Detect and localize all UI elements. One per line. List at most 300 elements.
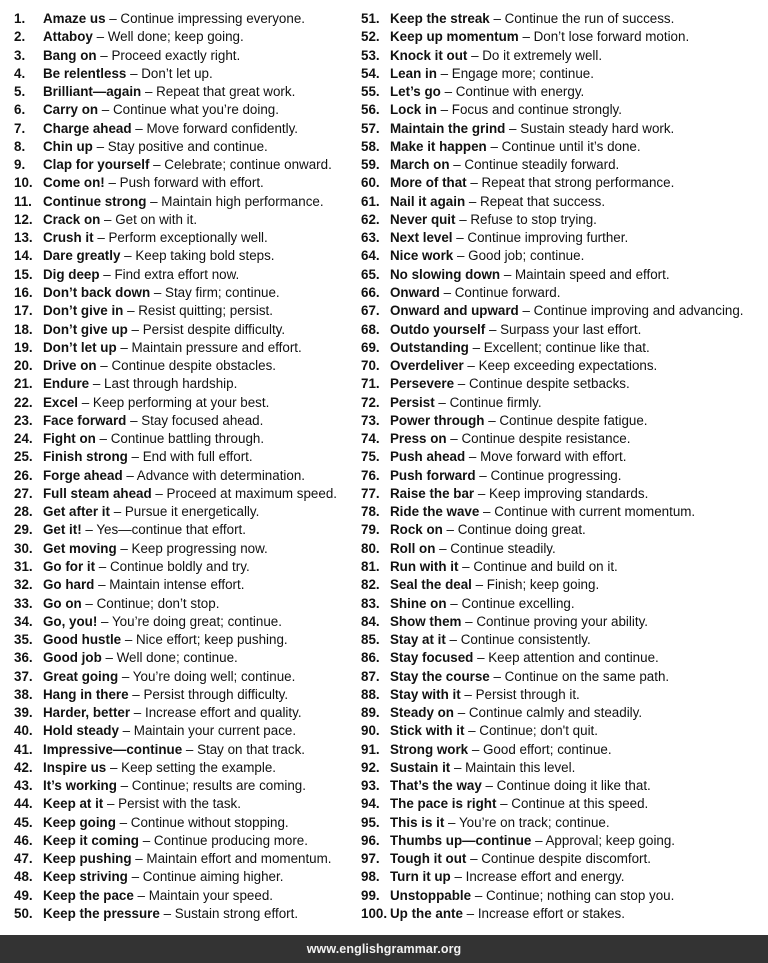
item-term: Charge ahead	[43, 120, 132, 136]
item-number: 46.	[14, 832, 33, 848]
item-term: Stick with it	[390, 723, 465, 739]
item-term: Finish strong	[43, 449, 128, 465]
item-separator: –	[484, 412, 500, 428]
item-body	[43, 576, 244, 594]
item-separator: –	[463, 358, 479, 374]
item-number: 92.	[361, 759, 380, 775]
item-separator: –	[481, 778, 497, 794]
item-body	[390, 394, 542, 412]
item-body	[390, 284, 560, 302]
item-separator: –	[462, 906, 478, 922]
item-body	[43, 704, 302, 722]
item-term: Stay with it	[390, 686, 461, 702]
item-term: Go for it	[43, 558, 96, 574]
item-term: Onward	[390, 284, 440, 300]
item-meaning: Continue forward.	[454, 284, 561, 300]
item-separator: –	[146, 193, 162, 209]
item-body	[390, 65, 594, 83]
item-number: 78.	[361, 504, 380, 520]
item-term: Outstanding	[390, 339, 469, 355]
item-body	[43, 28, 244, 46]
item-term: Keep pushing	[43, 851, 132, 867]
item-body	[390, 266, 670, 284]
item-meaning: Continue proving your ability.	[476, 613, 649, 629]
item-body	[43, 430, 264, 448]
item-body	[390, 339, 650, 357]
item-number: 34.	[14, 613, 33, 629]
item-body	[390, 375, 630, 393]
item-separator: –	[94, 577, 110, 593]
item-meaning: Continue impressing everyone.	[120, 11, 305, 26]
item-number: 26.	[14, 467, 33, 483]
item-meaning: Keep attention and continue.	[488, 650, 659, 666]
item-separator: –	[116, 339, 132, 355]
item-term: Make it happen	[390, 138, 487, 154]
item-meaning: Continue consistently.	[460, 632, 591, 648]
item-meaning: Continue despite setbacks.	[468, 376, 630, 392]
item-number: 48.	[14, 869, 33, 885]
item-term: Bang on	[43, 47, 97, 63]
item-number: 41.	[14, 741, 33, 757]
item-body	[390, 430, 630, 448]
item-number: 36.	[14, 650, 33, 666]
item-number: 57.	[361, 120, 380, 136]
item-body	[43, 777, 306, 795]
item-number: 29.	[14, 522, 33, 538]
item-meaning: Pursue it energetically.	[124, 504, 260, 520]
item-body	[390, 613, 648, 631]
item-body	[43, 905, 298, 923]
item-number: 99.	[361, 887, 380, 903]
item-term: Get moving	[43, 540, 117, 556]
item-meaning: Good effort; continue.	[483, 741, 612, 757]
item-term: Impressive—continue	[43, 741, 183, 757]
item-term: Up the ante	[390, 906, 463, 922]
item-number: 3.	[14, 47, 26, 63]
item-number: 19.	[14, 339, 33, 355]
item-term: Be relentless	[43, 65, 127, 81]
item-separator: –	[518, 303, 534, 319]
item-meaning: Continue despite obstacles.	[111, 358, 276, 374]
item-number: 32.	[14, 577, 33, 593]
item-number: 15.	[14, 266, 33, 282]
item-body	[43, 120, 298, 138]
item-separator: –	[455, 211, 471, 227]
item-body	[43, 357, 276, 375]
item-meaning: Maintain high performance.	[161, 193, 324, 209]
item-term: Push forward	[390, 467, 476, 483]
item-meaning: Advance with determination.	[136, 467, 306, 483]
item-term: More of that	[390, 175, 467, 191]
item-number: 42.	[14, 759, 33, 775]
item-term: Stay focused	[390, 650, 474, 666]
item-term: Drive on	[43, 358, 97, 374]
item-number: 77.	[361, 485, 380, 501]
item-separator: –	[118, 723, 134, 739]
item-separator: –	[500, 266, 515, 282]
item-separator: –	[473, 650, 489, 666]
item-term: Crack on	[43, 211, 101, 227]
item-term: Tough it out	[390, 851, 467, 867]
item-separator: –	[138, 832, 154, 848]
item-separator: –	[98, 102, 113, 118]
item-meaning: Persist through difficulty.	[143, 686, 289, 702]
item-separator: –	[115, 814, 131, 830]
item-body	[43, 47, 240, 65]
item-separator: –	[127, 449, 143, 465]
item-term: Good job	[43, 650, 102, 666]
item-body	[43, 375, 237, 393]
item-meaning: Perform exceptionally well.	[108, 230, 268, 246]
item-term: Outdo yourself	[390, 321, 486, 337]
item-meaning: Approval; keep going.	[545, 832, 676, 848]
item-meaning: Continue despite fatigue.	[499, 412, 648, 428]
item-meaning: Maintain intense effort.	[109, 577, 245, 593]
item-meaning: Increase effort and quality.	[144, 705, 302, 721]
item-number: 7.	[14, 120, 26, 136]
item-body	[43, 686, 288, 704]
item-meaning: Persist with the task.	[118, 796, 241, 812]
item-body	[390, 595, 575, 613]
item-body	[390, 795, 648, 813]
item-body	[390, 302, 744, 320]
item-meaning: Surpass your last effort.	[500, 321, 642, 337]
item-body	[390, 832, 675, 850]
item-meaning: Keep improving standards.	[489, 485, 649, 501]
item-meaning: Move forward with effort.	[480, 449, 627, 465]
item-meaning: Maintain speed and effort.	[514, 266, 670, 282]
item-meaning: Stay focused ahead.	[141, 412, 264, 428]
item-number: 100.	[361, 906, 388, 922]
item-body	[390, 193, 605, 211]
item-separator: –	[141, 84, 157, 100]
item-number: 75.	[361, 449, 380, 465]
item-term: Keep going	[43, 814, 116, 830]
item-number: 47.	[14, 851, 33, 867]
item-number: 23.	[14, 412, 33, 428]
item-separator: –	[95, 431, 111, 447]
item-number: 24.	[14, 431, 33, 447]
item-number: 6.	[14, 102, 26, 118]
item-number: 84.	[361, 613, 380, 629]
item-separator: –	[100, 211, 116, 227]
item-term: Inspire us	[43, 759, 107, 775]
item-term: Get after it	[43, 504, 110, 520]
item-number: 82.	[361, 577, 380, 593]
item-body	[390, 649, 659, 667]
item-number: 91.	[361, 741, 380, 757]
item-meaning: Persist despite difficulty.	[142, 321, 286, 337]
item-term: Dare greatly	[43, 248, 121, 264]
item-separator: –	[118, 668, 133, 684]
item-number: 59.	[361, 157, 380, 173]
item-number: 4.	[14, 65, 26, 81]
item-term: Excel	[43, 394, 78, 410]
item-number: 50.	[14, 906, 33, 922]
item-term: Endure	[43, 376, 90, 392]
item-number: 80.	[361, 540, 380, 556]
item-number: 89.	[361, 705, 380, 721]
item-body	[43, 795, 241, 813]
item-number: 63.	[361, 230, 380, 246]
item-body	[390, 485, 648, 503]
item-separator: –	[454, 705, 469, 721]
item-separator: –	[131, 851, 147, 867]
item-term: Seal the deal	[390, 577, 472, 593]
item-separator: –	[434, 394, 450, 410]
item-body	[390, 887, 674, 905]
item-body	[43, 613, 282, 631]
item-separator: –	[121, 632, 136, 648]
item-separator: –	[465, 193, 481, 209]
item-meaning: Continue producing more.	[153, 832, 308, 848]
item-meaning: Well done; continue.	[116, 650, 238, 666]
item-body	[43, 211, 197, 229]
item-meaning: Continue; nothing can stop you.	[485, 887, 675, 903]
item-body	[43, 10, 305, 28]
item-number: 85.	[361, 632, 380, 648]
item-separator: –	[465, 449, 481, 465]
item-number: 79.	[361, 522, 380, 538]
item-number: 61.	[361, 193, 380, 209]
item-term: Good hustle	[43, 632, 122, 648]
item-term: That’s the way	[390, 778, 482, 794]
item-term: It’s working	[43, 778, 117, 794]
item-term: Don’t let up	[43, 339, 117, 355]
item-number: 31.	[14, 558, 33, 574]
item-meaning: Proceed exactly right.	[111, 47, 241, 63]
item-body	[390, 631, 591, 649]
item-term: No slowing down	[390, 266, 501, 282]
item-meaning: Continue doing great.	[457, 522, 586, 538]
item-body	[43, 229, 268, 247]
item-body	[43, 193, 324, 211]
item-number: 12.	[14, 211, 33, 227]
item-body	[390, 156, 619, 174]
item-meaning: Resist quitting; persist.	[138, 303, 273, 319]
item-number: 54.	[361, 65, 380, 81]
item-term: Attaboy	[43, 29, 93, 45]
item-number: 62.	[361, 211, 380, 227]
item-meaning: Continue what you’re doing.	[112, 102, 279, 118]
item-separator: –	[78, 394, 93, 410]
item-number: 17.	[14, 303, 33, 319]
item-body	[390, 741, 612, 759]
item-separator: –	[81, 522, 97, 538]
item-separator: –	[479, 504, 495, 520]
item-term: Run with it	[390, 558, 459, 574]
item-separator: –	[93, 230, 109, 246]
item-body	[43, 759, 276, 777]
item-term: Come on!	[43, 175, 105, 191]
item-term: Push ahead	[390, 449, 466, 465]
item-body	[43, 412, 263, 430]
item-term: Great going	[43, 668, 119, 684]
item-number: 35.	[14, 632, 33, 648]
item-body	[390, 668, 669, 686]
item-term: Don’t give up	[43, 321, 128, 337]
item-meaning: Don’t let up.	[141, 65, 213, 81]
item-body	[390, 722, 598, 740]
item-separator: –	[150, 284, 166, 300]
item-number: 40.	[14, 723, 33, 739]
item-meaning: Keep setting the example.	[121, 759, 276, 775]
item-separator: –	[452, 230, 468, 246]
item-meaning: Increase effort and energy.	[465, 869, 625, 885]
item-term: Lock in	[390, 102, 437, 118]
item-separator: –	[468, 339, 484, 355]
item-term: Let’s go	[390, 84, 441, 100]
item-separator: –	[436, 102, 452, 118]
item-body	[43, 321, 285, 339]
item-number: 52.	[361, 29, 380, 45]
item-meaning: Celebrate; continue onward.	[164, 157, 332, 173]
item-term: Rock on	[390, 522, 443, 538]
item-body	[43, 138, 268, 156]
item-number: 71.	[361, 376, 380, 392]
item-meaning: Continue progressing.	[490, 467, 622, 483]
item-meaning: Keep taking bold steps.	[135, 248, 275, 264]
item-term: Go on	[43, 595, 82, 611]
item-number: 55.	[361, 84, 380, 100]
item-separator: –	[96, 358, 112, 374]
item-body	[43, 668, 295, 686]
item-number: 11.	[14, 193, 32, 209]
item-meaning: Yes—continue that effort.	[96, 522, 246, 538]
item-number: 39.	[14, 705, 33, 721]
item-meaning: Keep progressing now.	[131, 540, 268, 556]
item-term: Next level	[390, 230, 453, 246]
item-meaning: Continue at this speed.	[511, 796, 649, 812]
item-number: 64.	[361, 248, 380, 264]
item-term: Full steam ahead	[43, 485, 152, 501]
item-number: 74.	[361, 431, 380, 447]
item-term: Sustain it	[390, 759, 451, 775]
item-separator: –	[116, 540, 132, 556]
item-separator: –	[444, 814, 459, 830]
item-meaning: Continue steadily.	[450, 540, 556, 556]
item-meaning: Maintain this level.	[465, 759, 576, 775]
item-meaning: Don’t lose forward motion.	[533, 29, 690, 45]
item-term: Stay at it	[390, 632, 446, 648]
item-body	[43, 284, 280, 302]
item-term: Face forward	[43, 412, 127, 428]
item-term: Keep at it	[43, 796, 104, 812]
item-separator: –	[440, 84, 456, 100]
item-separator: –	[101, 650, 117, 666]
item-term: Keep striving	[43, 869, 128, 885]
item-separator: –	[99, 266, 115, 282]
item-term: Hang in there	[43, 686, 129, 702]
item-separator: –	[467, 47, 483, 63]
item-number: 68.	[361, 321, 380, 337]
item-meaning: Continue battling through.	[110, 431, 265, 447]
item-number: 49.	[14, 887, 33, 903]
item-separator: –	[531, 832, 546, 848]
item-body	[390, 321, 641, 339]
item-body	[390, 448, 626, 466]
item-meaning: Sustain strong effort.	[174, 906, 299, 922]
item-number: 13.	[14, 230, 33, 246]
item-number: 65.	[361, 266, 380, 282]
item-meaning: Continue firmly.	[449, 394, 542, 410]
item-term: Nice work	[390, 248, 454, 264]
item-body	[43, 868, 283, 886]
item-body	[390, 558, 618, 576]
item-number: 30.	[14, 540, 33, 556]
item-meaning: Continue doing it like that.	[496, 778, 651, 794]
item-separator: –	[96, 47, 112, 63]
item-separator: –	[103, 796, 119, 812]
item-body	[390, 686, 580, 704]
item-number: 25.	[14, 449, 33, 465]
item-meaning: Good job; continue.	[468, 248, 585, 264]
item-body	[390, 101, 622, 119]
item-separator: –	[496, 796, 512, 812]
item-separator: –	[464, 723, 480, 739]
item-number: 96.	[361, 832, 380, 848]
item-number: 73.	[361, 412, 380, 428]
item-term: Nail it again	[390, 193, 466, 209]
item-number: 1.	[14, 11, 26, 26]
item-term: Steady on	[390, 705, 454, 721]
item-body	[43, 83, 295, 101]
item-body	[43, 65, 213, 83]
item-separator: –	[130, 705, 145, 721]
item-meaning: Push forward with effort.	[119, 175, 264, 191]
item-term: Stay the course	[390, 668, 490, 684]
item-meaning: Stay on that track.	[197, 741, 305, 757]
item-separator: –	[105, 11, 121, 26]
item-body	[43, 339, 302, 357]
item-term: Maintain the grind	[390, 120, 506, 136]
item-meaning: Continue aiming higher.	[142, 869, 284, 885]
item-separator: –	[454, 376, 469, 392]
item-number: 87.	[361, 668, 380, 684]
item-separator: –	[442, 522, 458, 538]
item-meaning: Find extra effort now.	[114, 266, 240, 282]
item-body	[43, 722, 296, 740]
item-separator: –	[123, 303, 139, 319]
item-separator: –	[133, 887, 149, 903]
item-body	[43, 832, 308, 850]
item-number: 56.	[361, 102, 380, 118]
item-meaning: Continue despite discomfort.	[481, 851, 651, 867]
item-number: 66.	[361, 284, 380, 300]
item-number: 69.	[361, 339, 380, 355]
item-separator: –	[518, 29, 534, 45]
item-body	[390, 777, 651, 795]
item-meaning: You’re doing great; continue.	[111, 613, 282, 629]
item-separator: –	[151, 485, 167, 501]
item-term: Unstoppable	[390, 887, 472, 903]
item-number: 18.	[14, 321, 33, 337]
item-number: 2.	[14, 29, 26, 45]
item-separator: –	[458, 558, 474, 574]
item-separator: –	[475, 467, 491, 483]
item-meaning: Continue improving and advancing.	[533, 303, 744, 319]
item-number: 27.	[14, 485, 33, 501]
item-separator: –	[116, 778, 132, 794]
item-separator: –	[505, 120, 521, 136]
item-meaning: End with full effort.	[142, 449, 253, 465]
item-meaning: Keep exceeding expectations.	[478, 358, 658, 374]
item-body	[390, 10, 674, 28]
item-meaning: Continue improving further.	[467, 230, 629, 246]
item-body	[390, 704, 642, 722]
item-meaning: Continue despite resistance.	[461, 431, 631, 447]
item-body	[43, 631, 288, 649]
